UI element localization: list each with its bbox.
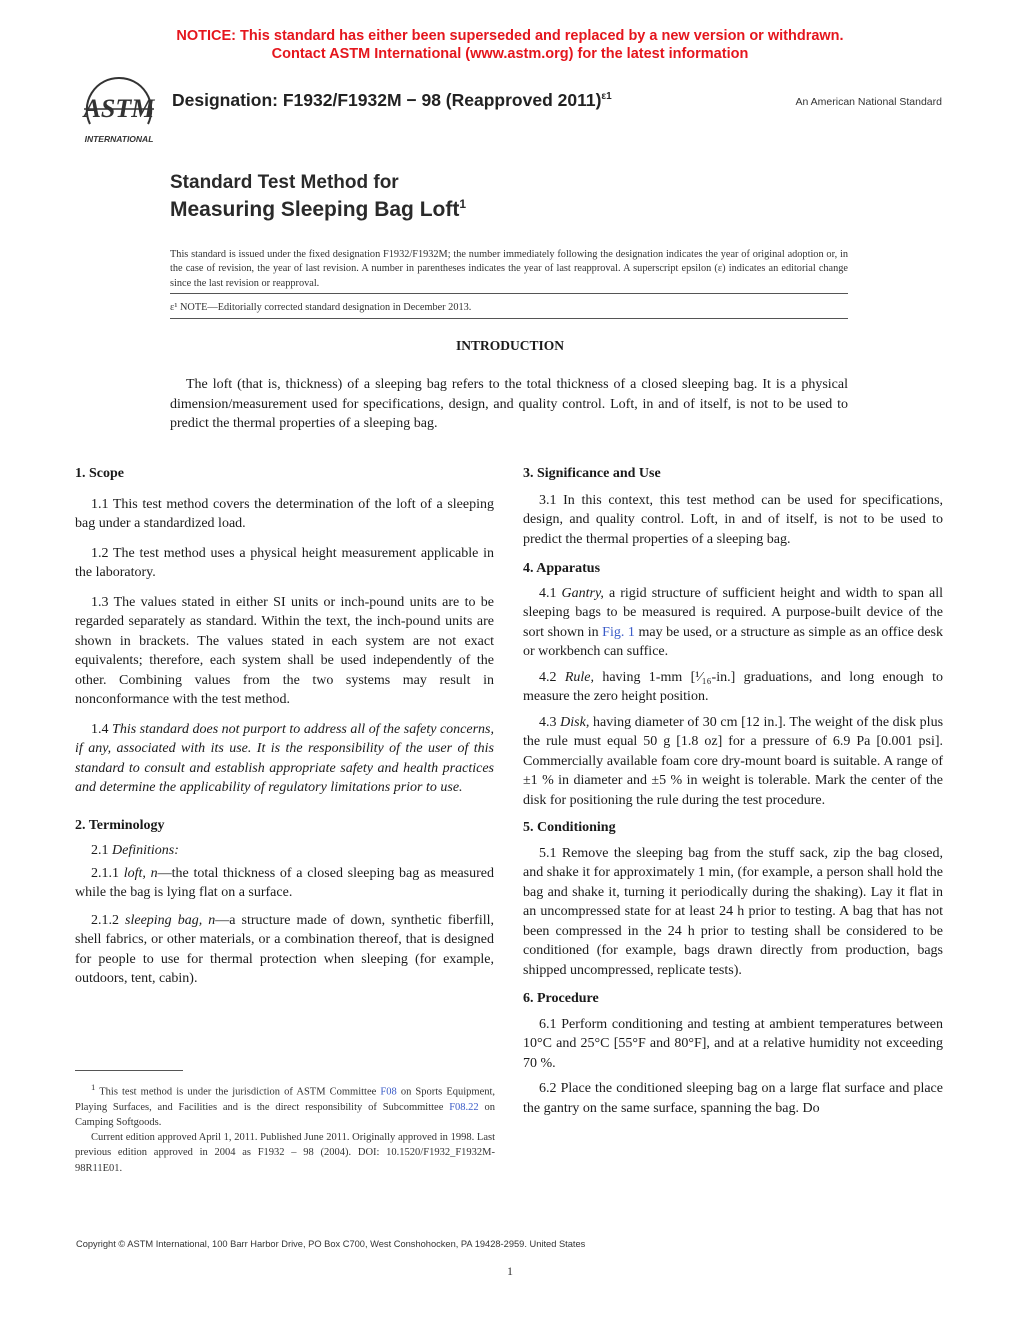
gantry-text: a rigid structure of sufficient height and width to span all sleeping bags to be measured is required. A purpose-built device of the sort shown in xyxy=(523,585,943,640)
subcommittee-f0822-link[interactable]: F08.22 xyxy=(449,1101,479,1113)
title-line-2 xyxy=(170,197,466,222)
paragraph-3-1: 3.1 In this context, this test method can be used for specifications, design, and quality control. Loft, in and of itself, is not to be used to predict the thermal properties of a sleeping bag. xyxy=(523,492,943,547)
term-loft: loft, n xyxy=(123,865,158,881)
footnote xyxy=(75,1080,495,1176)
footnote-edition: Current edition approved April 1, 2011. Published June 2011. Originally approved in 1998. Last previous edition approved in 2004 as F1932 – 98 (2004). DOI: 10.1520/F1932_F1932M-98R11E01. xyxy=(75,1132,495,1174)
copyright: Copyright © ASTM International, 100 Barr Harbor Drive, PO Box C700, West Conshohocken, PA 19428-2959. United States xyxy=(76,1239,586,1249)
term-sleeping-bag: sleeping bag, n xyxy=(125,912,216,928)
paragraph-1-4 xyxy=(75,720,494,798)
paragraph-4-1 xyxy=(523,584,943,662)
clause-number: 1.4 xyxy=(91,721,109,737)
designation-text: Designation: F1932/F1932M − 98 (Reapproved 2011) xyxy=(172,90,602,110)
footnote-text-b: on Sports Equipment, Playing Surfaces, and Facilities and is the direct responsibility of Subcommittee xyxy=(75,1086,496,1113)
logo-letters: ASTM xyxy=(83,94,155,123)
disk-text: having diameter of 30 cm [12 in.]. The weight of the disk plus the rule must equal 50 g [1.8 oz] for a pressure of 6.9 Pa [0.001 psi]. Commercially available foam core dry-mount board is suitable. A range of ±1 % in diameter and ±5 % in weight is tolerable. Mark the center of the disk for positioning the rule during the test procedure. xyxy=(523,714,944,808)
paragraph-2-1-1 xyxy=(75,864,494,903)
footnote-marker: 1 xyxy=(91,1082,96,1092)
definition-loft: —the total thickness of a closed sleeping bag as measured while the bag is lying flat on a surface. xyxy=(75,865,495,900)
rule-text: having 1-mm [¹⁄₁₆-in.] graduations, and long enough to measure the zero height position. xyxy=(523,669,943,704)
footnote-divider xyxy=(75,1070,183,1071)
notice-line-1: NOTICE: This standard has either been superseded and replaced by a new version or withdrawn. xyxy=(176,28,844,44)
paragraph-1-1: 1.1 This test method covers the determination of the loft of a sleeping bag under a standardized load. xyxy=(75,496,494,531)
committee-f08-link[interactable]: F08 xyxy=(380,1086,397,1098)
gantry-text-cont: may be used, or a structure as simple as an office desk or workbench can suffice. xyxy=(523,624,944,659)
footnote-text-a: This test method is under the jurisdiction of ASTM Committee xyxy=(99,1086,377,1098)
definitions-label: Definitions: xyxy=(112,843,179,858)
clause-number: 4.3 xyxy=(539,714,557,730)
clause-number: 2.1.2 xyxy=(91,912,119,928)
paragraph-5-1: 5.1 Remove the sleeping bag from the stuff sack, zip the bag closed, and shake it for approximately 1 min, (for example, a person shall hold the bag and shake it, turning it periodically during the shaking). Lay it flat in an uncompressed state for at least 24 h prior to testing. A bag that has not been compressed in the 24 h prior to testing shall be considered to be conditioned (for example, bags drawn directly from production, bags shipped uncompressed, replicate tests). xyxy=(523,845,943,978)
logo-subtitle: INTERNATIONAL xyxy=(84,134,154,144)
figure-1-link[interactable]: Fig. 1 xyxy=(602,624,635,640)
introduction-text xyxy=(170,375,848,434)
definition-sleeping-bag: —a structure made of down, synthetic fiberfill, shell fabrics, or other materials, or a combination thereof, that is designed for people to use for thermal protection when sleeping (for example, outdoors, tent, cabin). xyxy=(75,912,495,986)
epsilon-note: ε¹ NOTE—Editorially corrected standard designation in December 2013. xyxy=(170,302,472,313)
page-number: 1 xyxy=(507,1264,513,1278)
designation xyxy=(172,90,612,111)
title-footnote-ref: 1 xyxy=(459,197,467,211)
paragraph-4-2 xyxy=(523,668,943,707)
term-disk: Disk, xyxy=(560,714,590,730)
right-column xyxy=(523,464,943,1118)
section-heading-procedure: 6. Procedure xyxy=(523,991,599,1006)
paragraph-6-2: 6.2 Place the conditioned sleeping bag on a large flat surface and place the gantry on the same surface, spanning the bag. Do xyxy=(523,1081,943,1116)
safety-statement: This standard does not purport to address all of the safety concerns, if any, associated with its use. It is the responsibility of the user of this standard to consult and establish appropriate safety and health practices and determine the applicability of regulatory limitations prior to use. xyxy=(75,721,494,795)
title-line-1: Standard Test Method for xyxy=(170,172,399,193)
section-heading-terminology: 2. Terminology xyxy=(75,817,165,833)
astm-logo xyxy=(76,72,162,148)
term-rule: Rule, xyxy=(564,669,594,685)
issuance-statement: This standard is issued under the fixed designation F1932/F1932M; the number immediately following the designation indicates the year of original adoption or, in the case of revision, the year of last revision. A number in parentheses indicates the year of last reapproval. A superscript epsilon (ε) indicates an editorial change since the last revision or reapproval. xyxy=(170,249,848,289)
section-heading-significance: 3. Significance and Use xyxy=(523,466,661,481)
divider xyxy=(170,293,848,294)
introduction-body: The loft (that is, thickness) of a sleeping bag refers to the total thickness of a closed sleeping bag. It is a physical dimension/measurement used for specifications, design, and quality control. Loft, in and of itself, is not to be used to predict the thermal properties of a sleeping bag. xyxy=(170,377,848,431)
paragraph-6-1: 6.1 Perform conditioning and testing at ambient temperatures between 10°C and 25°C [55°F and 80°F], and at a relative humidity not exceeding 70 %. xyxy=(523,1016,943,1071)
paragraph-2-1-2 xyxy=(75,911,494,989)
clause-number: 4.1 xyxy=(539,585,557,601)
introduction-heading: INTRODUCTION xyxy=(455,338,564,353)
designation-epsilon: ε1 xyxy=(601,91,612,103)
clause-number: 2.1.1 xyxy=(91,865,119,881)
section-heading-apparatus: 4. Apparatus xyxy=(523,561,601,576)
footnote-1 xyxy=(75,1080,495,1130)
section-heading-conditioning: 5. Conditioning xyxy=(523,820,616,835)
paragraph-4-3 xyxy=(523,713,943,811)
term-gantry: Gantry, xyxy=(561,585,604,601)
title-text: Measuring Sleeping Bag Loft xyxy=(170,198,460,221)
left-column xyxy=(75,464,494,989)
paragraph-2-1 xyxy=(75,841,494,861)
clause-number: 2.1 xyxy=(91,843,109,858)
clause-number: 4.2 xyxy=(539,669,557,685)
divider xyxy=(170,318,848,319)
footnote-text-c: on Camping Softgoods. xyxy=(75,1101,496,1128)
paragraph-1-2: 1.2 The test method uses a physical height measurement applicable in the laboratory. xyxy=(75,545,494,580)
withdrawal-notice xyxy=(0,27,1020,63)
notice-line-2: Contact ASTM International (www.astm.org) for the latest information xyxy=(271,46,749,62)
paragraph-1-3: 1.3 The values stated in either SI units or inch-pound units are to be regarded separately as standard. Within the text, the inch-pound units are shown in brackets. The values stated in each system are not exact equivalents; therefore, each system shall be used independently of the other. Combining values from the two systems may result in nonconformance with the test method. xyxy=(75,594,494,707)
section-heading-scope: 1. Scope xyxy=(75,466,124,481)
american-national-standard: An American National Standard xyxy=(795,96,942,108)
